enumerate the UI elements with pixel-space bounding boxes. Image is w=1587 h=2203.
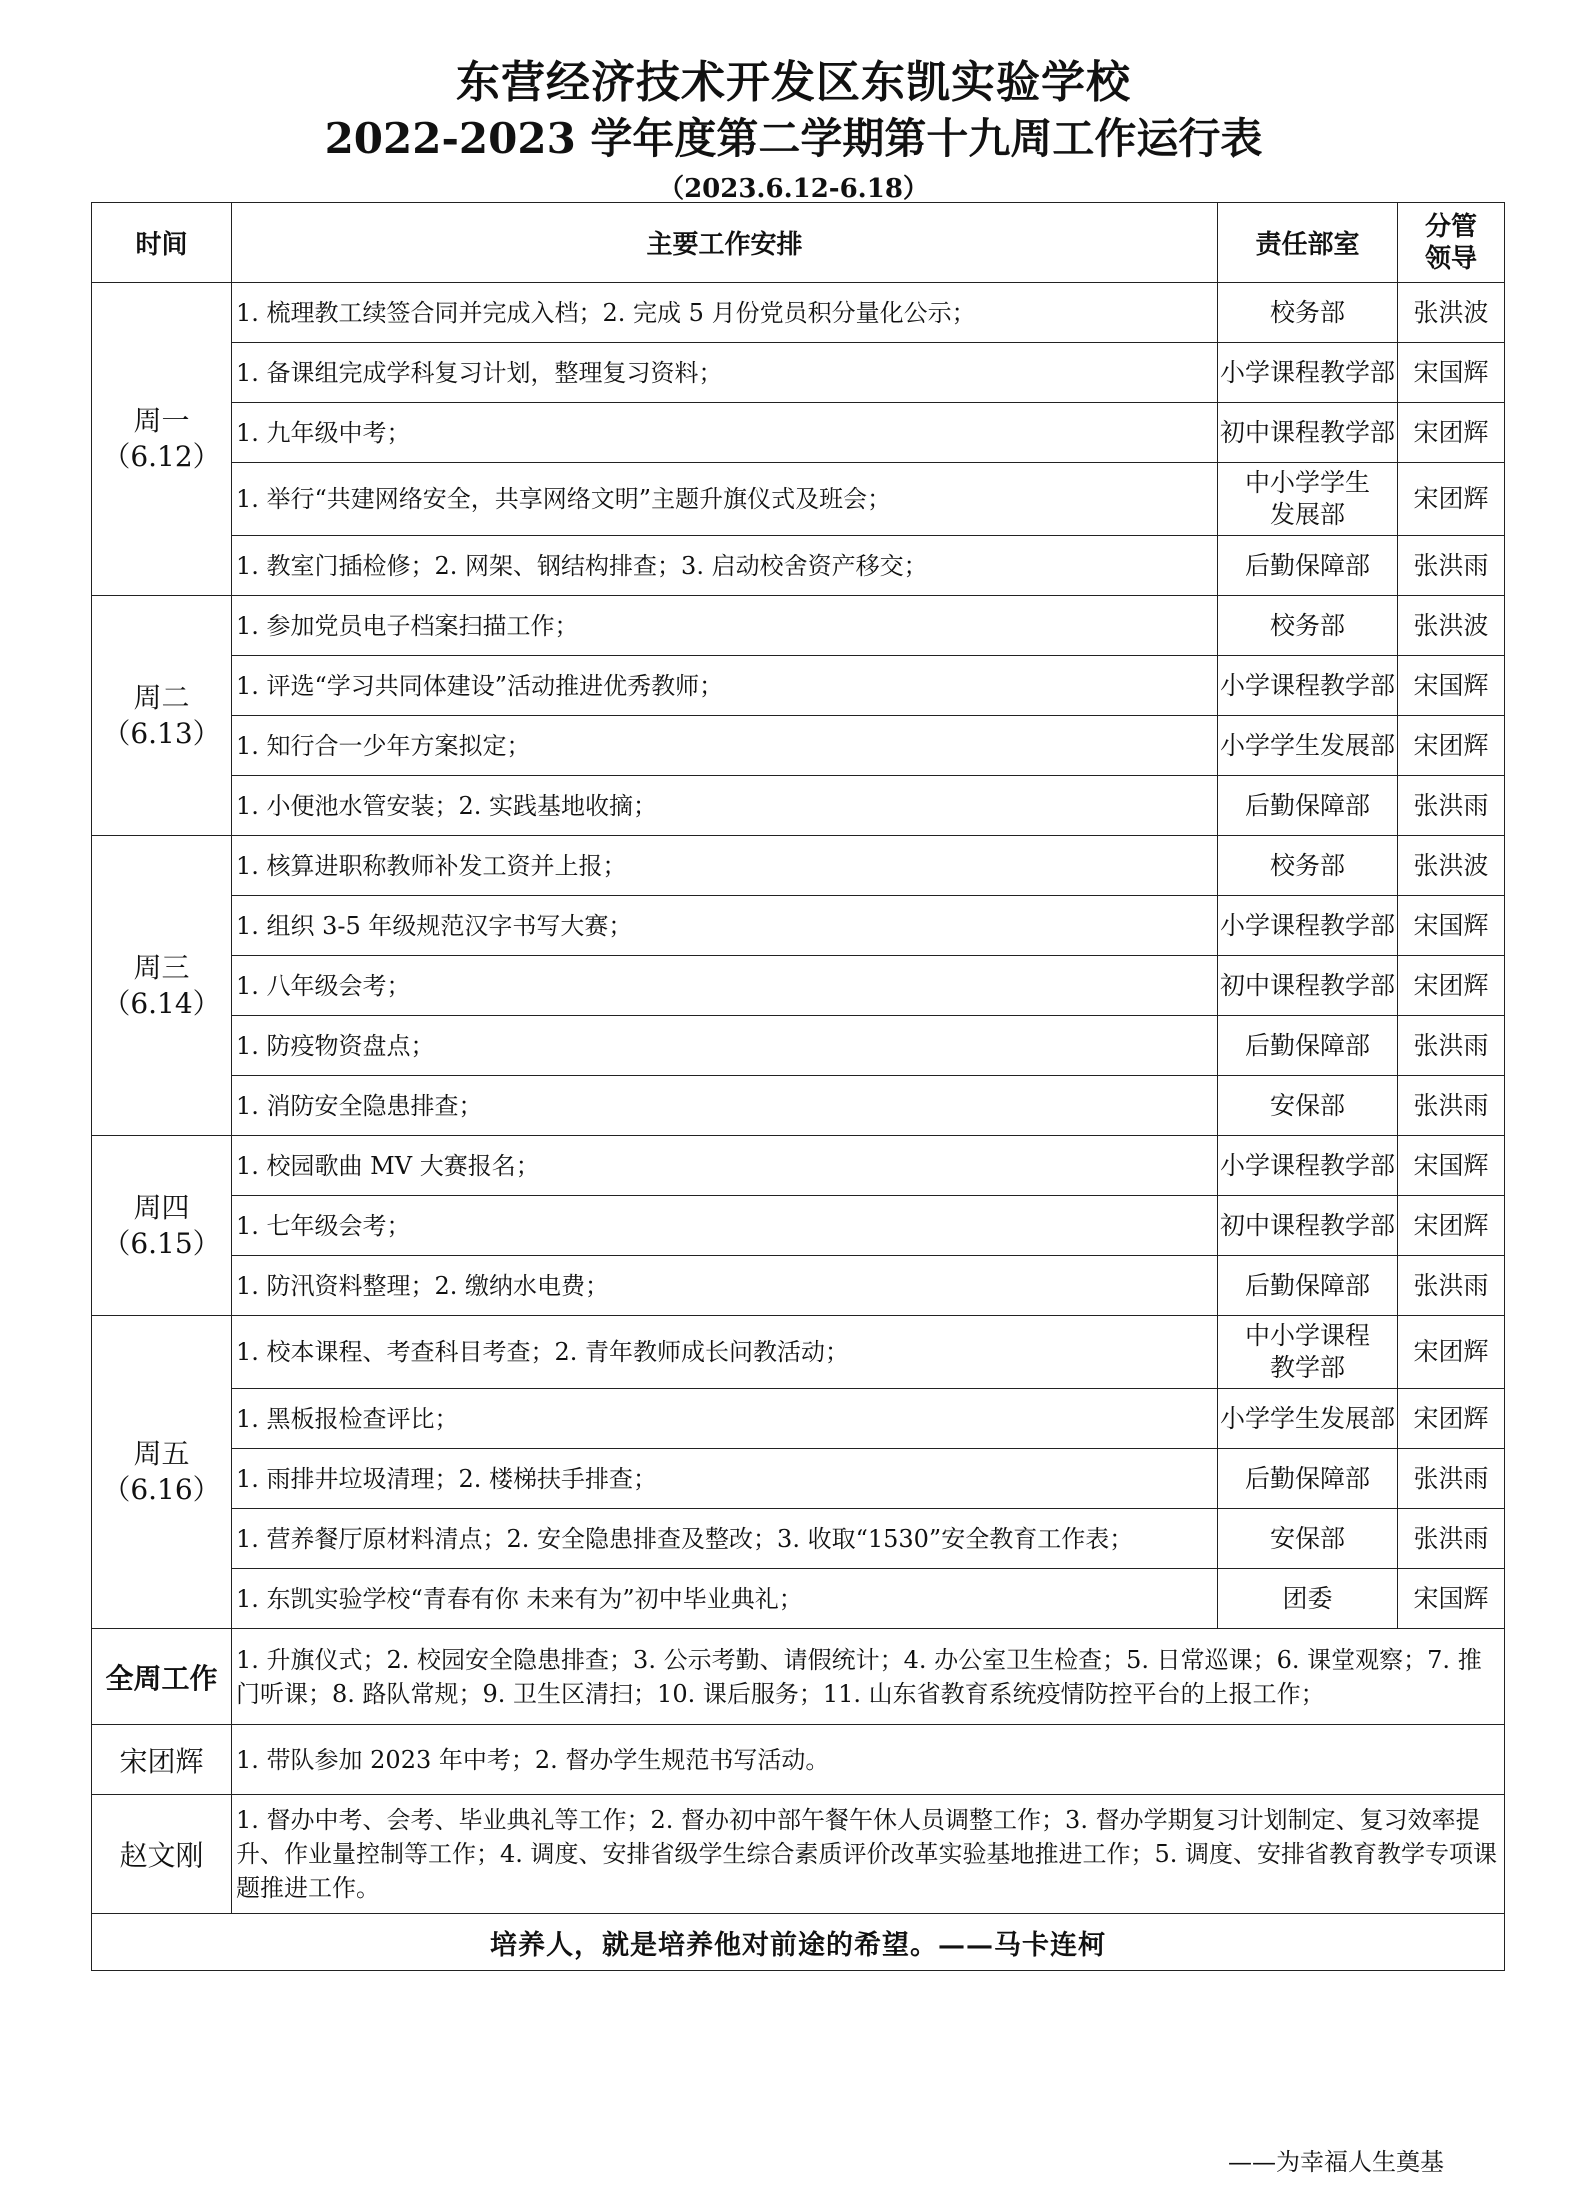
- dept-cell: 小学课程教学部: [1218, 343, 1398, 403]
- task-cell: 1. 防汛资料整理；2. 缴纳水电费；: [232, 1256, 1218, 1316]
- date-range: （2023.6.12-6.18）: [658, 174, 929, 204]
- task-cell: 1. 参加党员电子档案扫描工作；: [232, 596, 1218, 656]
- lead-cell: 张洪雨: [1398, 776, 1505, 836]
- table-row: [92, 776, 1505, 836]
- weekly-row: [92, 1629, 1505, 1725]
- leader-row: [92, 1795, 1505, 1914]
- dept-cell: 后勤保障部: [1218, 1449, 1398, 1509]
- weekly-tasks: 1. 升旗仪式；2. 校园安全隐患排查；3. 公示考勤、请假统计；4. 办公室卫生检查；5. 日常巡课；6. 课堂观察；7. 推门听课；8. 路队常规；9. 卫生区清扫；10. 课后服务；11. 山东省教育系统疫情防控平台的上报工作；: [232, 1629, 1505, 1725]
- table-row: [92, 1256, 1505, 1316]
- day-date: （6.15）: [102, 1226, 221, 1260]
- day-name: 周五: [133, 1437, 190, 1470]
- task-cell: 1. 防疫物资盘点；: [232, 1016, 1218, 1076]
- day-name: 周一: [133, 404, 190, 437]
- motto-text: 培养人，就是培养他对前途的希望。——马卡连柯: [92, 1914, 1505, 1971]
- task-cell: 1. 举行“共建网络安全，共享网络文明”主题升旗仪式及班会；: [232, 463, 1218, 536]
- task-cell: 1. 九年级中考；: [232, 403, 1218, 463]
- table-row: [92, 1136, 1505, 1196]
- lead-cell: 张洪波: [1398, 596, 1505, 656]
- task-cell: 1. 组织 3-5 年级规范汉字书写大赛；: [232, 896, 1218, 956]
- task-cell: 1. 营养餐厅原材料清点；2. 安全隐患排查及整改；3. 收取“1530”安全教育工作表；: [232, 1509, 1218, 1569]
- dept-cell: 后勤保障部: [1218, 776, 1398, 836]
- dept-cell: 安保部: [1218, 1076, 1398, 1136]
- lead-cell: 宋国辉: [1398, 1136, 1505, 1196]
- task-cell: 1. 评选“学习共同体建设”活动推进优秀教师；: [232, 656, 1218, 716]
- lead-cell: 张洪波: [1398, 283, 1505, 343]
- header-dept: 责任部室: [1218, 203, 1398, 283]
- day-date: （6.13）: [102, 716, 221, 750]
- table-row: [92, 1196, 1505, 1256]
- lead-cell: 宋国辉: [1398, 896, 1505, 956]
- table-row: [92, 536, 1505, 596]
- dept-cell: 团委: [1218, 1569, 1398, 1629]
- table-row: [92, 463, 1505, 536]
- school-title: 东营经济技术开发区东凯实验学校: [456, 57, 1131, 108]
- dept-cell: 校务部: [1218, 596, 1398, 656]
- task-cell: 1. 知行合一少年方案拟定；: [232, 716, 1218, 776]
- task-cell: 1. 梳理教工续签合同并完成入档；2. 完成 5 月份党员积分量化公示；: [232, 283, 1218, 343]
- dept-cell: [1218, 463, 1398, 536]
- lead-cell: 张洪雨: [1398, 1449, 1505, 1509]
- task-cell: 1. 东凯实验学校“青春有你 未来有为”初中毕业典礼；: [232, 1569, 1218, 1629]
- lead-cell: 宋团辉: [1398, 1316, 1505, 1389]
- table-row: [92, 1316, 1505, 1389]
- lead-cell: 张洪雨: [1398, 536, 1505, 596]
- schedule-title: 2022-2023 学年度第二学期第十九周工作运行表: [324, 114, 1263, 163]
- task-cell: 1. 核算进职称教师补发工资并上报；: [232, 836, 1218, 896]
- day-cell: [92, 596, 232, 836]
- dept-cell: 小学学生发展部: [1218, 1389, 1398, 1449]
- day-date: （6.14）: [102, 986, 221, 1020]
- table-row: [92, 896, 1505, 956]
- dept-cell: 小学课程教学部: [1218, 656, 1398, 716]
- day-cell: [92, 283, 232, 596]
- table-row: [92, 1509, 1505, 1569]
- table-row: [92, 1449, 1505, 1509]
- lead-cell: 宋国辉: [1398, 1569, 1505, 1629]
- table-row: [92, 836, 1505, 896]
- day-name: 周四: [133, 1190, 190, 1224]
- day-date: （6.12）: [102, 440, 221, 473]
- table-row: [92, 1569, 1505, 1629]
- day-cell: [92, 1136, 232, 1316]
- dept-cell: [1218, 1316, 1398, 1389]
- table-row: [92, 956, 1505, 1016]
- task-cell: 1. 黑板报检查评比；: [232, 1389, 1218, 1449]
- dept-cell: 校务部: [1218, 836, 1398, 896]
- table-row: [92, 596, 1505, 656]
- lead-cell: 宋团辉: [1398, 716, 1505, 776]
- table-row: [92, 403, 1505, 463]
- day-cell: [92, 836, 232, 1136]
- day-name: 周二: [133, 680, 190, 714]
- table-row: [92, 716, 1505, 776]
- day-cell: [92, 1316, 232, 1629]
- task-cell: 1. 八年级会考；: [232, 956, 1218, 1016]
- dept-line1: 中小学学生: [1244, 468, 1370, 497]
- table-row: [92, 1016, 1505, 1076]
- lead-cell: 张洪波: [1398, 836, 1505, 896]
- lead-cell: 宋国辉: [1398, 656, 1505, 716]
- dept-cell: 小学学生发展部: [1218, 716, 1398, 776]
- dept-cell: 后勤保障部: [1218, 1256, 1398, 1316]
- header-lead-line1: 分管: [1424, 211, 1477, 242]
- table-row: [92, 656, 1505, 716]
- dept-cell: 初中课程教学部: [1218, 1196, 1398, 1256]
- motto-row: [92, 1914, 1505, 1971]
- leader-tasks: 1. 带队参加 2023 年中考；2. 督办学生规范书写活动。: [232, 1725, 1505, 1795]
- header-work: 主要工作安排: [232, 203, 1218, 283]
- task-cell: 1. 备课组完成学科复习计划，整理复习资料；: [232, 343, 1218, 403]
- lead-cell: 张洪雨: [1398, 1256, 1505, 1316]
- header-row: [92, 203, 1505, 283]
- lead-cell: 宋国辉: [1398, 343, 1505, 403]
- task-cell: 1. 教室门插检修；2. 网架、钢结构排查；3. 启动校舍资产移交；: [232, 536, 1218, 596]
- header-time: 时间: [92, 203, 232, 283]
- dept-cell: 小学课程教学部: [1218, 1136, 1398, 1196]
- dept-cell: 初中课程教学部: [1218, 403, 1398, 463]
- table-row: [92, 343, 1505, 403]
- header-lead: [1398, 203, 1505, 283]
- lead-cell: 宋团辉: [1398, 1196, 1505, 1256]
- task-cell: 1. 校园歌曲 MV 大赛报名；: [232, 1136, 1218, 1196]
- footer-slogan: ——为幸福人生奠基: [1228, 2148, 1444, 2176]
- weekly-label: 全周工作: [92, 1629, 232, 1725]
- lead-cell: 宋团辉: [1398, 1389, 1505, 1449]
- dept-cell: 安保部: [1218, 1509, 1398, 1569]
- leader-row: [92, 1725, 1505, 1795]
- dept-cell: 后勤保障部: [1218, 1016, 1398, 1076]
- task-cell: 1. 雨排井垃圾清理；2. 楼梯扶手排查；: [232, 1449, 1218, 1509]
- dept-line2: 发展部: [1269, 500, 1345, 529]
- dept-cell: 小学课程教学部: [1218, 896, 1398, 956]
- lead-cell: 宋团辉: [1398, 956, 1505, 1016]
- dept-cell: 初中课程教学部: [1218, 956, 1398, 1016]
- dept-cell: 校务部: [1218, 283, 1398, 343]
- table-row: [92, 283, 1505, 343]
- task-cell: 1. 小便池水管安装；2. 实践基地收摘；: [232, 776, 1218, 836]
- dept-line1: 中小学课程: [1244, 1321, 1370, 1350]
- leader-name: 赵文刚: [92, 1795, 232, 1914]
- task-cell: 1. 七年级会考；: [232, 1196, 1218, 1256]
- lead-cell: 张洪雨: [1398, 1016, 1505, 1076]
- lead-cell: 张洪雨: [1398, 1509, 1505, 1569]
- lead-cell: 张洪雨: [1398, 1076, 1505, 1136]
- lead-cell: 宋团辉: [1398, 403, 1505, 463]
- day-name: 周三: [133, 950, 190, 984]
- day-date: （6.16）: [102, 1473, 221, 1506]
- table-row: [92, 1076, 1505, 1136]
- title-block: [0, 55, 1587, 209]
- task-cell: 1. 校本课程、考查科目考查；2. 青年教师成长问教活动；: [232, 1316, 1218, 1389]
- header-lead-line2: 领导: [1424, 243, 1477, 274]
- lead-cell: 宋团辉: [1398, 463, 1505, 536]
- dept-cell: 后勤保障部: [1218, 536, 1398, 596]
- leader-name: 宋团辉: [92, 1725, 232, 1795]
- leader-tasks: 1. 督办中考、会考、毕业典礼等工作；2. 督办初中部午餐午休人员调整工作；3. 督办学期复习计划制定、复习效率提升、作业量控制等工作；4. 调度、安排省级学生综合素质评价改革实验基地推进工作；5. 调度、安排省教育教学专项课题推进工作。: [232, 1795, 1505, 1914]
- schedule-table: [91, 202, 1505, 1971]
- dept-line2: 教学部: [1269, 1353, 1345, 1382]
- table-row: [92, 1389, 1505, 1449]
- task-cell: 1. 消防安全隐患排查；: [232, 1076, 1218, 1136]
